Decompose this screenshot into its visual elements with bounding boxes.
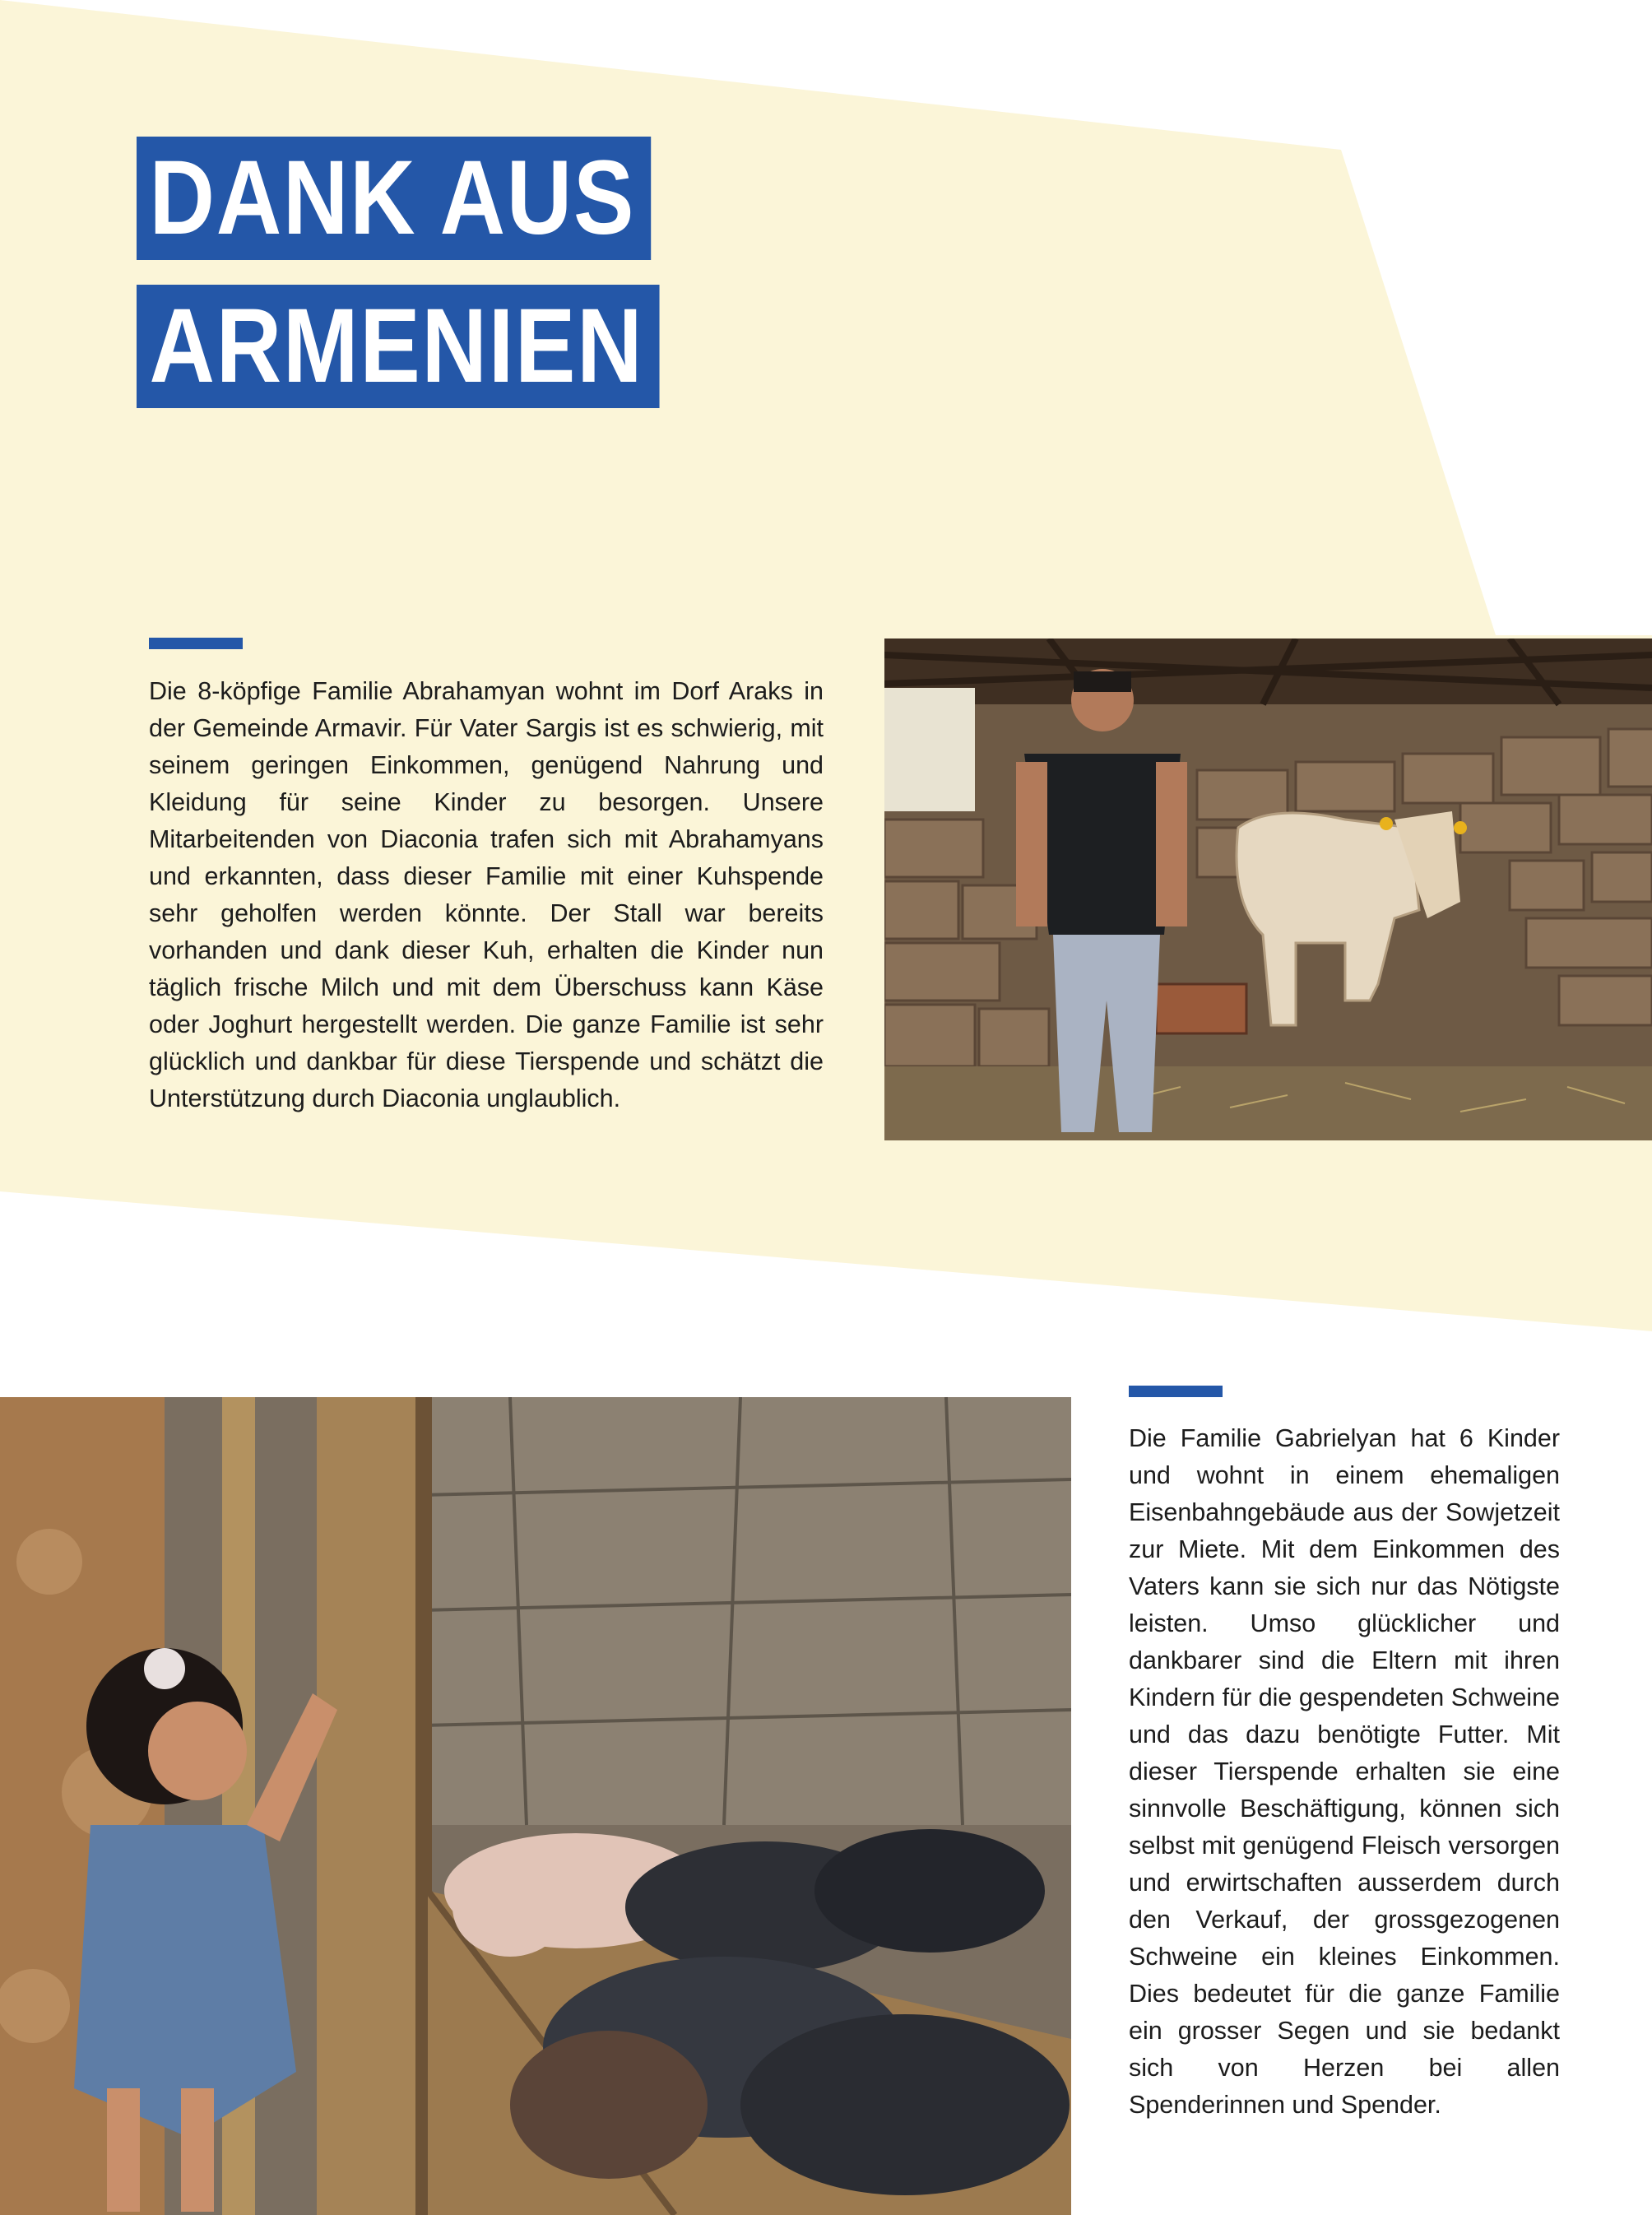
man-with-cow-photo <box>884 638 1652 1140</box>
accent-bar <box>149 638 243 649</box>
page-title-line-1: DANK AUS <box>137 137 651 260</box>
story-2-text: Die Familie Gabrielyan hat 6 Kinder und wohnt in einem ehemaligen Eisenbahngebäude aus der Sowjetzeit zur Miete. Mit dem Einkommen des Vaters kann sie sich nur das Nötigste leisten. Umso glücklicher und dankbarer sind die Eltern mit ihren Kindern für die gespendeten Schweine und das dazu benötigte Futter. Mit dieser Tierspende erhalten sie eine sinnvolle Beschäftigung, können sich selbst mit genügend Fleisch versorgen und erwirtschaften ausserdem durch den Verkauf, der grossgezogenen Schweine ein kleines Einkommen. Dies bedeutet für die ganze Familie ein grosser Segen und sie bedankt sich von Herzen bei allen Spenderinnen und Spender. <box>1129 1424 1560 2119</box>
accent-bar <box>1129 1386 1223 1397</box>
story-1-text: Die 8-köpfige Familie Abrahamyan wohnt im Dorf Araks in der Gemeinde Armavir. Für Vater Sargis ist es schwierig, mit seinem geringen Einkommen, genügend Nahrung und Kleidung für seine Kinder zu besorgen. Unsere Mitarbeitenden von Diaconia trafen sich mit Abrahamyans und erkannten, dass dieser Familie mit einer Kuhspende sehr geholfen werden könnte. Der Stall war bereits vorhanden und dank dieser Kuh, erhalten die Kinder nun täglich frische Milch und mit dem Überschuss kann Käse oder Joghurt hergestellt werden. Die ganze Familie ist sehr glücklich und dankbar für diese Tierspende und schätzt die Unterstützung durch Diaconia unglaublich. <box>149 677 824 1112</box>
girl-with-pigs-photo <box>0 1397 1071 2215</box>
page-title-line-2: ARMENIEN <box>137 285 659 408</box>
